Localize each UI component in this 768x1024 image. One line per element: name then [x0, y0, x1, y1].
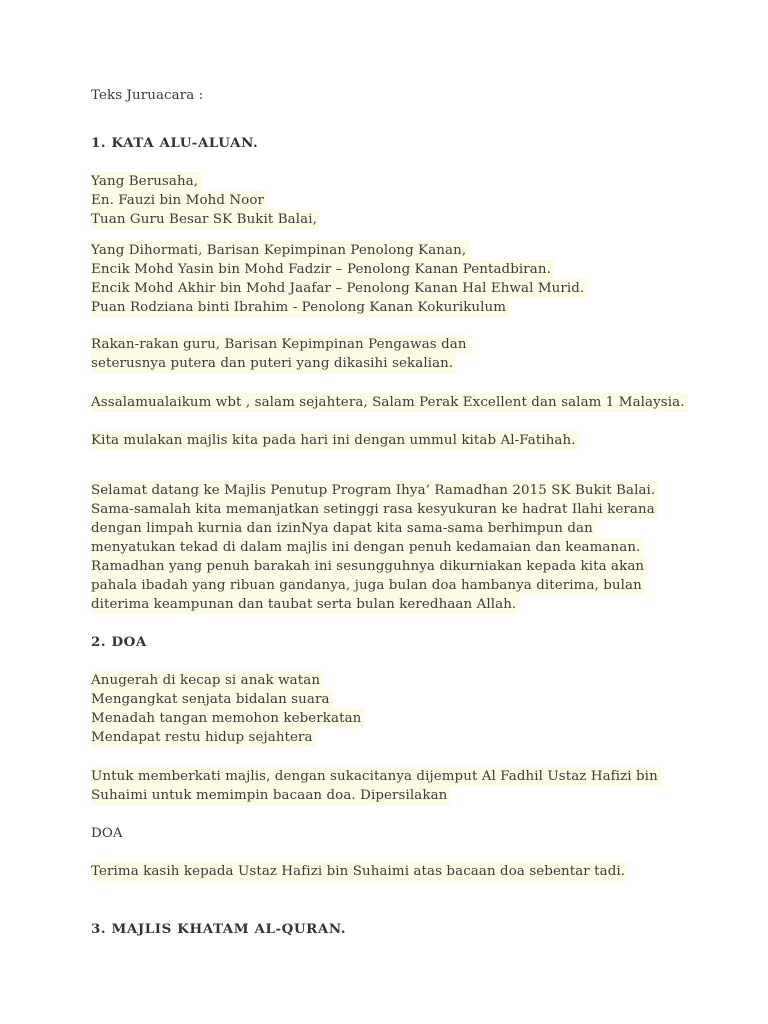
document-intro-title: Teks Juruacara :: [91, 88, 204, 103]
welcome-line: Ramadhan yang penuh barakah ini sesungguhnya dikurniakan kepada kita akan: [91, 557, 647, 576]
pantun-line: Mendapat restu hidup sejahtera: [91, 728, 316, 747]
welcome-line: dengan limpah kurnia dan izinNya dapat kita sama-sama berhimpun dan: [91, 519, 596, 538]
greeting-line: Rakan-rakan guru, Barisan Kepimpinan Pengawas dan: [91, 335, 470, 354]
greeting-line: Yang Dihormati, Barisan Kepimpinan Penolong Kanan,: [91, 241, 469, 260]
greeting-line: Encik Mohd Yasin bin Mohd Fadzir – Penolong Kanan Pentadbiran.: [91, 260, 554, 279]
greeting-line: Yang Berusaha,: [91, 172, 201, 191]
welcome-line: Sama-samalah kita memanjatkan setinggi rasa kesyukuran ke hadrat Ilahi kerana: [91, 500, 658, 519]
welcome-line: Selamat datang ke Majlis Penutup Program Ihya’ Ramadhan 2015 SK Bukit Balai.: [91, 481, 658, 500]
greeting-line: En. Fauzi bin Mohd Noor: [91, 191, 267, 210]
invite-line: Suhaimi untuk memimpin bacaan doa. Dipersilakan: [91, 786, 450, 805]
section-2-heading: 2. DOA: [91, 634, 147, 650]
invite-line: Untuk memberkati majlis, dengan sukacitanya dijemput Al Fadhil Ustaz Hafizi bin: [91, 767, 661, 786]
section-1-heading: 1. KATA ALU-ALUAN.: [91, 135, 259, 151]
greeting-line: Encik Mohd Akhir bin Mohd Jaafar – Penolong Kanan Hal Ehwal Murid.: [91, 279, 587, 298]
pantun-line: Menadah tangan memohon keberkatan: [91, 709, 364, 728]
pantun-line: Anugerah di kecap si anak watan: [91, 671, 323, 690]
welcome-line: menyatukan tekad di dalam majlis ini dengan penuh kedamaian dan keamanan.: [91, 538, 643, 557]
pantun-line: Mengangkat senjata bidalan suara: [91, 690, 333, 709]
fatihah-line: Kita mulakan majlis kita pada hari ini dengan ummul kitab Al-Fatihah.: [91, 431, 579, 450]
welcome-line: pahala ibadah yang ribuan gandanya, juga bulan doa hambanya diterima, bulan: [91, 576, 645, 595]
greeting-line: seterusnya putera dan puteri yang dikasihi sekalian.: [91, 354, 456, 373]
thanks-line: Terima kasih kepada Ustaz Hafizi bin Suhaimi atas bacaan doa sebentar tadi.: [91, 862, 628, 881]
section-3-heading: 3. MAJLIS KHATAM AL-QURAN.: [91, 921, 347, 937]
greeting-line: Tuan Guru Besar SK Bukit Balai,: [91, 210, 320, 229]
salam-line: Assalamualaikum wbt , salam sejahtera, Salam Perak Excellent dan salam 1 Malaysia.: [91, 393, 688, 412]
greeting-line: Puan Rodziana binti Ibrahim - Penolong Kanan Kokurikulum: [91, 298, 509, 317]
welcome-line: diterima keampunan dan taubat serta bulan keredhaan Allah.: [91, 595, 519, 614]
doa-label: DOA: [91, 826, 123, 841]
